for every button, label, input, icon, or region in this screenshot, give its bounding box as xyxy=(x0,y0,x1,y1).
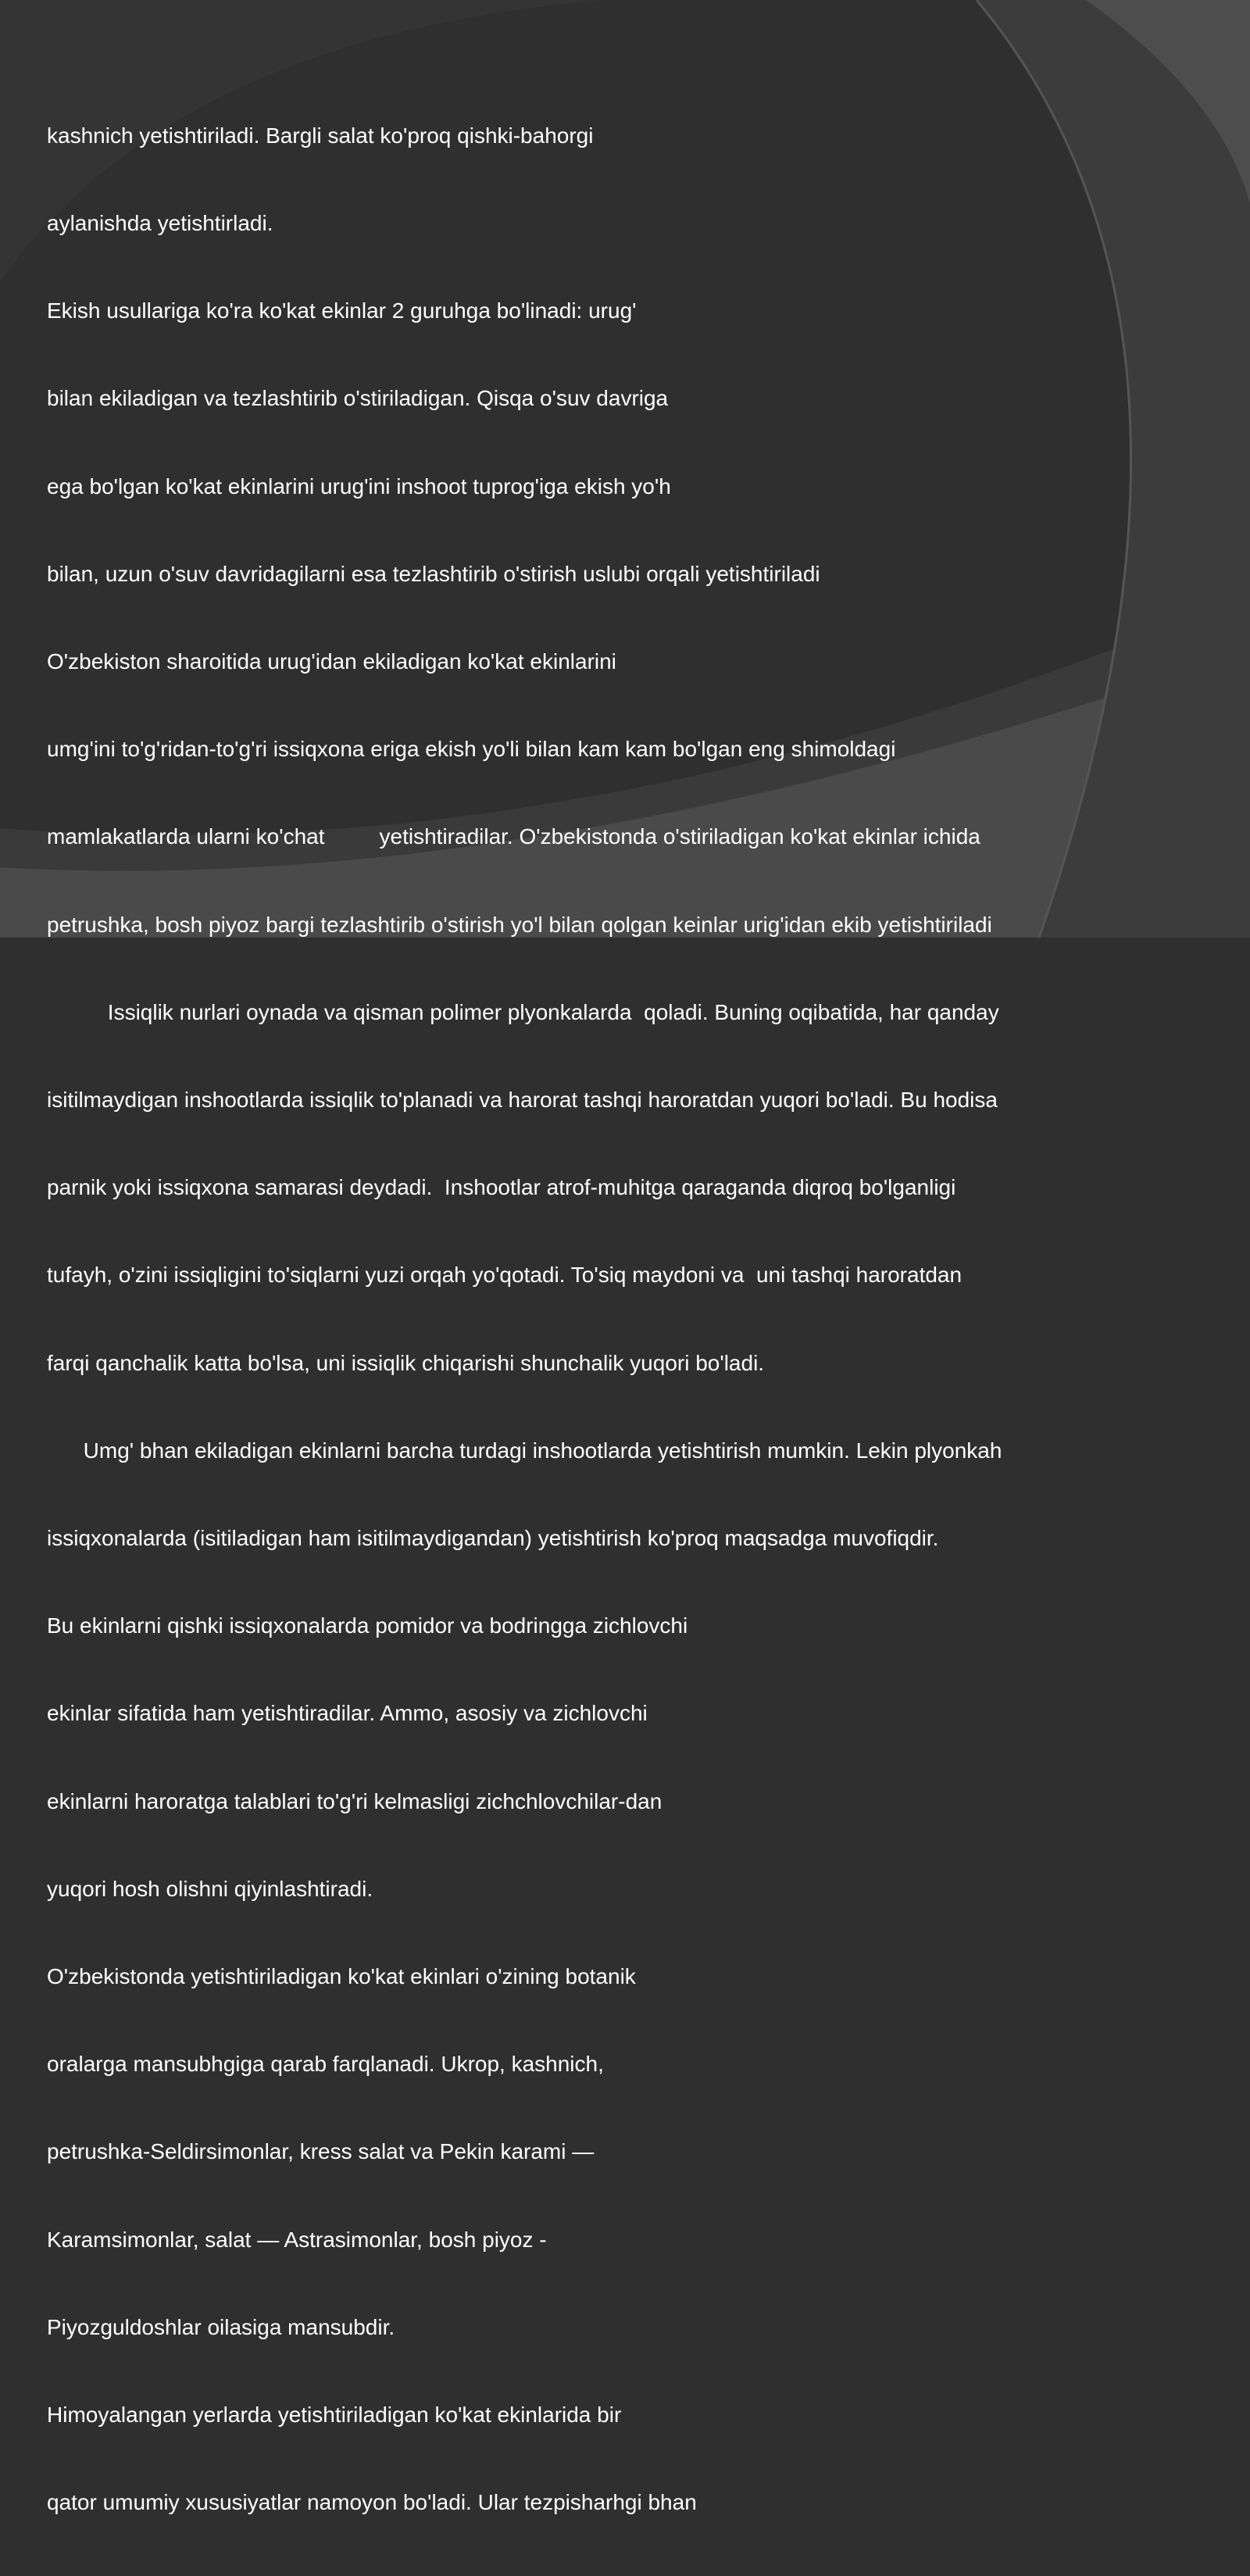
text-line: ekinlar sifatida ham yetishtiradilar. Ammo, asosiy va zichlovchi xyxy=(47,1701,648,1726)
text-line: Ekish usullariga ko'ra ko'kat ekinlar 2 guruhga bo'linadi: urug' xyxy=(47,298,637,323)
text-line: Umg' bhan ekiladigan ekinlarni barcha turdagi inshootlarda yetishtirish mumkin. Lekin plyonkah xyxy=(47,1438,1002,1463)
text-line: issiqxonalarda (isitiladigan ham isitilmaydigandan) yetishtirish ko'proq maqsadga muvofiqdir. xyxy=(47,1526,939,1551)
text-line: aylanishda yetishtirladi. xyxy=(47,211,273,236)
text-line: ega bo'lgan ko'kat ekinlarini urug'ini inshoot tuprog'iga ekish yo'h xyxy=(47,473,671,498)
slide-text-body xyxy=(47,63,1203,2576)
text-line: isitilmaydigan inshootlarda issiqlik to'planadi va harorat tashqi haroratdan yuqori bo'ladi. Bu hodisa xyxy=(47,1088,998,1113)
text-line: Karamsimonlar, salat — Astrasimonlar, bosh piyoz - xyxy=(47,2227,547,2252)
text-line: Issiqlik nurlari oynada va qisman polimer plyonkalarda qoladi. Buning oqibatida, har qanday xyxy=(47,999,999,1024)
text-line: petrushka-Seldirsimonlar, kress salat va Pekin karami — xyxy=(47,2139,595,2164)
text-line: Piyozguldoshlar oilasiga mansubdir. xyxy=(47,2314,395,2339)
text-line: qator umumiy xususiyatlar namoyon bo'ladi. Ular tezpisharhgi bhan xyxy=(47,2490,697,2515)
text-line: yuqori hosh olishni qiyinlashtiradi. xyxy=(47,1876,373,1901)
text-line: oralarga mansubhgiga qarab farqlanadi. Ukrop, kashnich, xyxy=(47,2052,604,2077)
text-line: petrushka, bosh piyoz bargi tezlashtirib o'stirish yo'l bilan qolgan keinlar urig'idan ekib yetishtiriladi xyxy=(47,912,992,937)
text-line: O'zbekistonda yetishtiriladigan ko'kat ekinlari o'zining botanik xyxy=(47,1964,636,1989)
text-line: ekinlarni haroratga talablari to'g'ri kelmasligi zichchlovchilar-dan xyxy=(47,1788,662,1813)
text-line: farqi qanchalik katta bo'lsa, uni issiqlik chiqarishi shunchalik yuqori bo'ladi. xyxy=(47,1350,765,1375)
text-line: Bu ekinlarni qishki issiqxonalarda pomidor va bodringga zichlovchi xyxy=(47,1613,688,1638)
text-line: mamlakatlarda ularni ko'chat yetishtiradilar. O'zbekistonda o'stiriladigan ko'kat ekinlar ichida xyxy=(47,824,980,849)
text-line: bilan, uzun o'suv davridagilarni esa tezlashtirib o'stirish uslubi orqali yetishtiriladi xyxy=(47,561,820,586)
text-line: kashnich yetishtiriladi. Bargli salat ko'proq qishki-bahorgi xyxy=(47,123,594,148)
text-line: bilan ekiladigan va tezlashtirib o'stiriladigan. Qisqa o'suv davriga xyxy=(47,386,669,411)
text-line: Himoyalangan yerlarda yetishtiriladigan ko'kat ekinlarida bir xyxy=(47,2403,622,2428)
text-line: parnik yoki issiqxona samarasi deydadi. Inshootlar atrof-muhitga qaraganda diqroq bo'lganligi xyxy=(47,1175,956,1200)
text-line: O'zbekiston sharoitida urug'idan ekiladigan ko'kat ekinlarini xyxy=(47,649,616,674)
text-line: tufayh, o'zini issiqligini to'siqlarni yuzi orqah yo'qotadi. To'siq maydoni va uni tashqi haroratdan xyxy=(47,1263,962,1288)
text-line: umg'ini to'g'ridan-to'g'ri issiqxona eriga ekish yo'li bilan kam kam bo'lgan eng shimoldagi xyxy=(47,737,896,762)
